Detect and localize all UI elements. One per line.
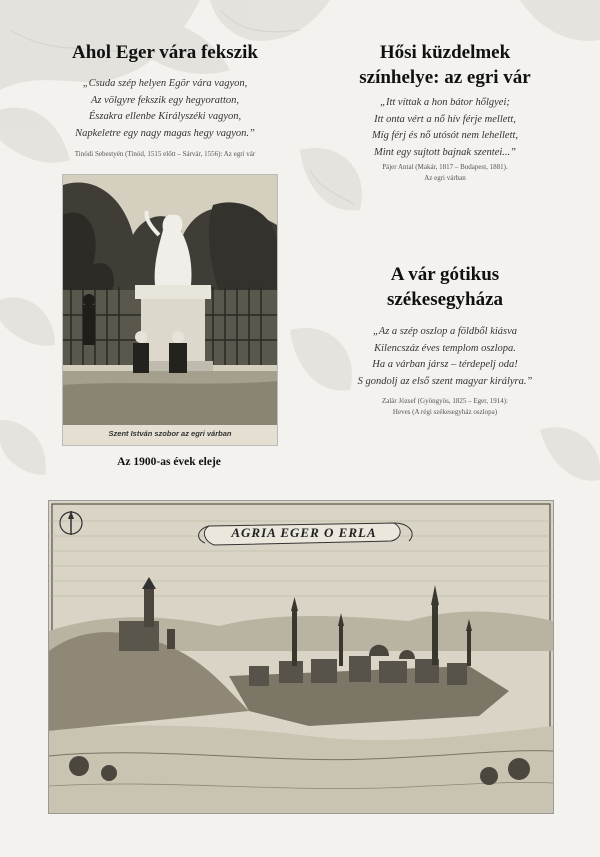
statue-photo: [62, 174, 278, 446]
poem-line: Ha a várban jársz – térdepelj oda!: [372, 359, 518, 370]
poem-line: Az völgyre fekszik egy hegyoratton,: [90, 94, 240, 106]
poem-line: S gondolj az első szent magyar királyra.”: [357, 375, 533, 387]
photo-inscription: Szent István szobor az egri várban: [108, 429, 232, 438]
poem-line: Napkeletre egy nagy magas hegy vagyon.”: [75, 127, 255, 139]
section2-title-line2: színhelye: az egri vár: [359, 67, 531, 88]
poem-line: „Csuda szép helyen Egör vára vagyon,: [82, 78, 248, 89]
section3-title-line2: székesegyháza: [386, 289, 504, 310]
section1-poem: [40, 76, 290, 142]
photo-caption: Az 1900-as évek eleje: [117, 456, 221, 468]
section1-title: Ahol Eger vára fekszik: [72, 42, 258, 63]
section2-poem: [320, 95, 570, 161]
poem-line: Mint egy sujtott bajnak szentei...”: [373, 146, 517, 158]
poem-line: „Itt víttak a hon bátor hőlgyei;: [380, 97, 510, 108]
poem-line: Míg férj és nő utósót nem lehellett,: [371, 130, 519, 141]
poem-line: Kilencszáz éves templom oszlopa.: [374, 342, 516, 354]
attribution-line: Pájer Antal (Makár, 1817 – Budapest, 1881).: [382, 163, 508, 171]
section3-attribution: [320, 396, 570, 418]
attribution-line: Heves (A régi székesegyház oszlopa): [392, 408, 498, 416]
section3-title-line1: A vár gótikus: [390, 264, 500, 285]
section2-title-line1: Hősi küzdelmek: [379, 42, 511, 63]
poem-line: Itt onta vért a nő hív férje mellett,: [374, 113, 516, 125]
eger-engraving: [48, 500, 554, 814]
section2-title: [320, 40, 570, 90]
engraving-image: [49, 501, 553, 813]
poem-line: Északra ellenbe Királyszéki vagyon,: [88, 111, 242, 122]
section3-title: [320, 262, 570, 312]
attribution-line: Az egri várban: [424, 174, 466, 182]
section2-attribution: [320, 162, 570, 184]
section1-attribution: Tinódi Sebestyén (Tinód, 1515 előtt – Sárvár, 1556): Az egri vár: [74, 150, 256, 158]
poem-line: „Az a szép oszlop a földből kiásva: [372, 326, 518, 337]
engraving-banner-text: AGRIA EGER O ERLA: [231, 525, 377, 540]
section3-poem: [320, 324, 570, 390]
attribution-line: Zalár József (Gyöngyös, 1825 – Eger, 1914):: [381, 397, 509, 405]
statue-photo-image: [63, 175, 277, 445]
